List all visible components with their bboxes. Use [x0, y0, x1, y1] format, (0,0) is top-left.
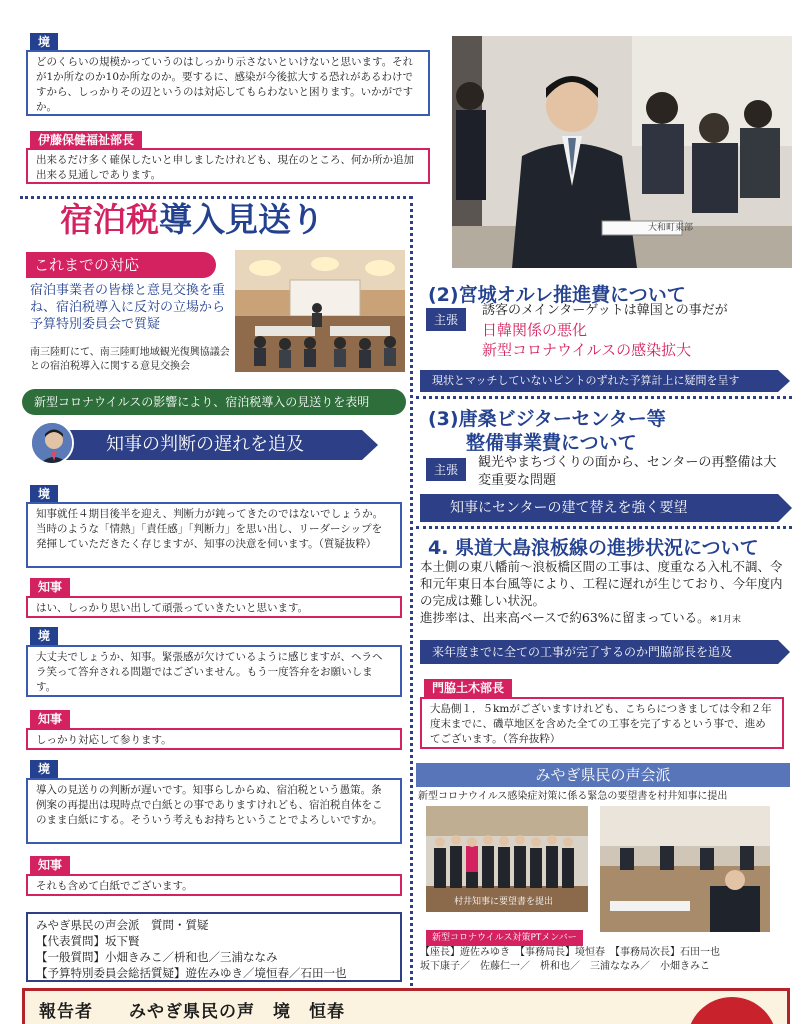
reporter: 報告者 みやぎ県民の声 境 恒春: [39, 1002, 345, 1022]
question-box: どのくらいの規模かっていうのはしっかり示さないといけないと思います。それが1か所なのか10か所なのか。要するに、感染が今後拡大する恐れがあるわけですから、しっかりその辺というのは対応してもらわないと困ります。いかがですか。: [26, 50, 430, 116]
section-title: 4. 県道大島浪板線の進捗状況について: [428, 537, 759, 559]
members-label: 新型コロナウイルス対策PTメンバー: [426, 930, 583, 946]
speaker-tag: 知事: [30, 578, 70, 596]
headline-red: 宿泊税: [60, 200, 159, 239]
meeting-photo: [235, 250, 405, 372]
question-box: 知事就任４期目後半を迎え、判断力が鈍ってきたのではないでしょうか。当時のような「情熱」「責任感」「判断力」を思い出し、リーダーシップを発揮していただきたく存じますが、知事の決意を伺います。（質疑抜粋）: [26, 502, 402, 568]
claim-red-line: 新型コロナウイルスの感染拡大: [482, 341, 692, 359]
body-note: ※1月末: [709, 615, 741, 625]
green-band: 新型コロナウイルスの影響により、宿泊税導入の見送りを表明: [22, 389, 406, 415]
kaiha-photo-caption: 村井知事に要望書を提出: [454, 897, 554, 907]
section-band: 知事の判断の遅れを追及: [50, 430, 362, 460]
photo-caption: 南三陸町にて、南三陸町地域観光復興協議会との宿泊税導入に関する意見交換会: [30, 347, 230, 372]
section-title: (3)唐桑ビジターセンター等: [428, 408, 666, 430]
avatar: [30, 421, 74, 465]
kaiha-title: みやぎ県民の声会派: [416, 763, 790, 787]
speaker-tag: 門脇土木部長: [424, 679, 512, 697]
speaker-tag: 境: [30, 33, 58, 51]
seal-circle: [687, 997, 777, 1024]
summary-line: 【代表質問】坂下賢: [36, 934, 140, 948]
section-band: 知事にセンターの建て替えを強く要望: [420, 494, 778, 522]
speaker-tag: 境: [30, 627, 58, 645]
claim-red-line: 日韓関係の悪化: [482, 321, 588, 339]
photo-nameplate: 大和町東部: [648, 223, 694, 233]
members-line: 【座長】遊佐みゆき 【事務局長】境恒春 【事務局次長】石田一也: [420, 947, 720, 958]
members-text: [420, 946, 784, 974]
body-text-1: 本土側の東八幡前～浪板橋区間の工事は、度重なる入札不調、令和元年東日本台風等により、工程に遅れが生じており、今年度内の完成は難しい状況。: [420, 559, 783, 608]
speaker-tag: 境: [30, 760, 58, 778]
answer-box: 大島側１．５kmがございますけれども、こちらにつきましては令和２年度末までに、磯草地区を含めた全ての工事を完了するという事で、進めてございます。（答弁抜粋）: [420, 697, 784, 749]
claim-label: 主張: [426, 308, 466, 331]
summary-box: [26, 912, 402, 982]
prior-text: 宿泊事業者の皆様と意見交換を重ね、宿泊税導入に反対の立場から予算特別委員会で質疑: [30, 283, 226, 332]
kaiha-photo-2: [600, 806, 770, 932]
section-title: 整備事業費について: [466, 432, 637, 454]
question-box: 導入の見送りの判断が遅いです。知事らしからぬ、宿泊税という愚策。条例案の再提出は現時点で白紙との事でありますけれども、宿泊税自体をこのまま白紙にする。そういう考えもお持ちということでよろしいですか。: [26, 778, 402, 844]
section-band: 現状とマッチしていないピントのずれた予算計上に疑問を呈す: [420, 370, 778, 392]
summary-line: みやぎ県民の声会派 質問・質疑: [36, 918, 209, 932]
divider: [410, 196, 413, 986]
section-band: 来年度までに全ての工事が完了するのか門脇部長を追及: [420, 640, 778, 664]
kaiha-subtitle: 新型コロナウイルス感染症対策に係る緊急の要望書を村井知事に提出: [418, 791, 728, 802]
band-arrow: [778, 370, 790, 392]
headline-navy: 導入見送り: [159, 200, 324, 239]
divider: [416, 396, 792, 399]
kaiha-photo-1: [426, 806, 588, 912]
speaker-tag: 知事: [30, 710, 70, 728]
section-title: (2)宮城オルレ推進費について: [428, 284, 686, 306]
summary-line: 【一般質問】小畑きみこ／枡和也／三浦ななみ: [36, 950, 278, 964]
speaker-tag: 知事: [30, 856, 70, 874]
claim-text: [482, 302, 728, 360]
assembly-photo: [452, 36, 792, 268]
body-text-2: 進捗率は、出来高ベースで約63%に留まっている。: [420, 610, 710, 625]
divider: [416, 526, 792, 529]
claim-line: 誘客のメインターゲットは韓国との事だが: [482, 303, 728, 318]
body-text: [420, 558, 786, 629]
members-line: 坂下康子／ 佐藤仁一／ 枡和也／ 三浦ななみ／ 小畑きみこ: [420, 961, 710, 972]
headline: [60, 198, 324, 242]
answer-box: しっかり対応して参ります。: [26, 728, 402, 750]
speaker-tag: 伊藤保健福祉部長: [30, 131, 142, 149]
claim-label: 主張: [426, 458, 466, 481]
prior-label: これまでの対応: [26, 252, 216, 278]
answer-box: はい、しっかり思い出して頑張っていきたいと思います。: [26, 596, 402, 618]
footer-banner: [22, 988, 790, 1024]
answer-box: それも含めて白紙でございます。: [26, 874, 402, 896]
speaker-tag: 境: [30, 485, 58, 503]
answer-box: 出来るだけ多く確保したいと申しましたけれども、現在のところ、何か所か追加出来る見通しであります。: [26, 148, 430, 184]
claim-text: 観光やまちづくりの面から、センターの再整備は大変重要な問題: [478, 455, 777, 488]
band-arrow: [778, 640, 790, 664]
summary-line: 【予算特別委員会総括質疑】遊佐みゆき／境恒春／石田一也: [36, 966, 347, 980]
band-arrow: [362, 430, 378, 460]
band-arrow: [778, 494, 792, 522]
question-box: 大丈夫でしょうか、知事。緊張感が欠けているように感じますが、ヘラヘラ笑って答弁される問題ではございません。もう一度答弁をお願いします。: [26, 645, 402, 697]
